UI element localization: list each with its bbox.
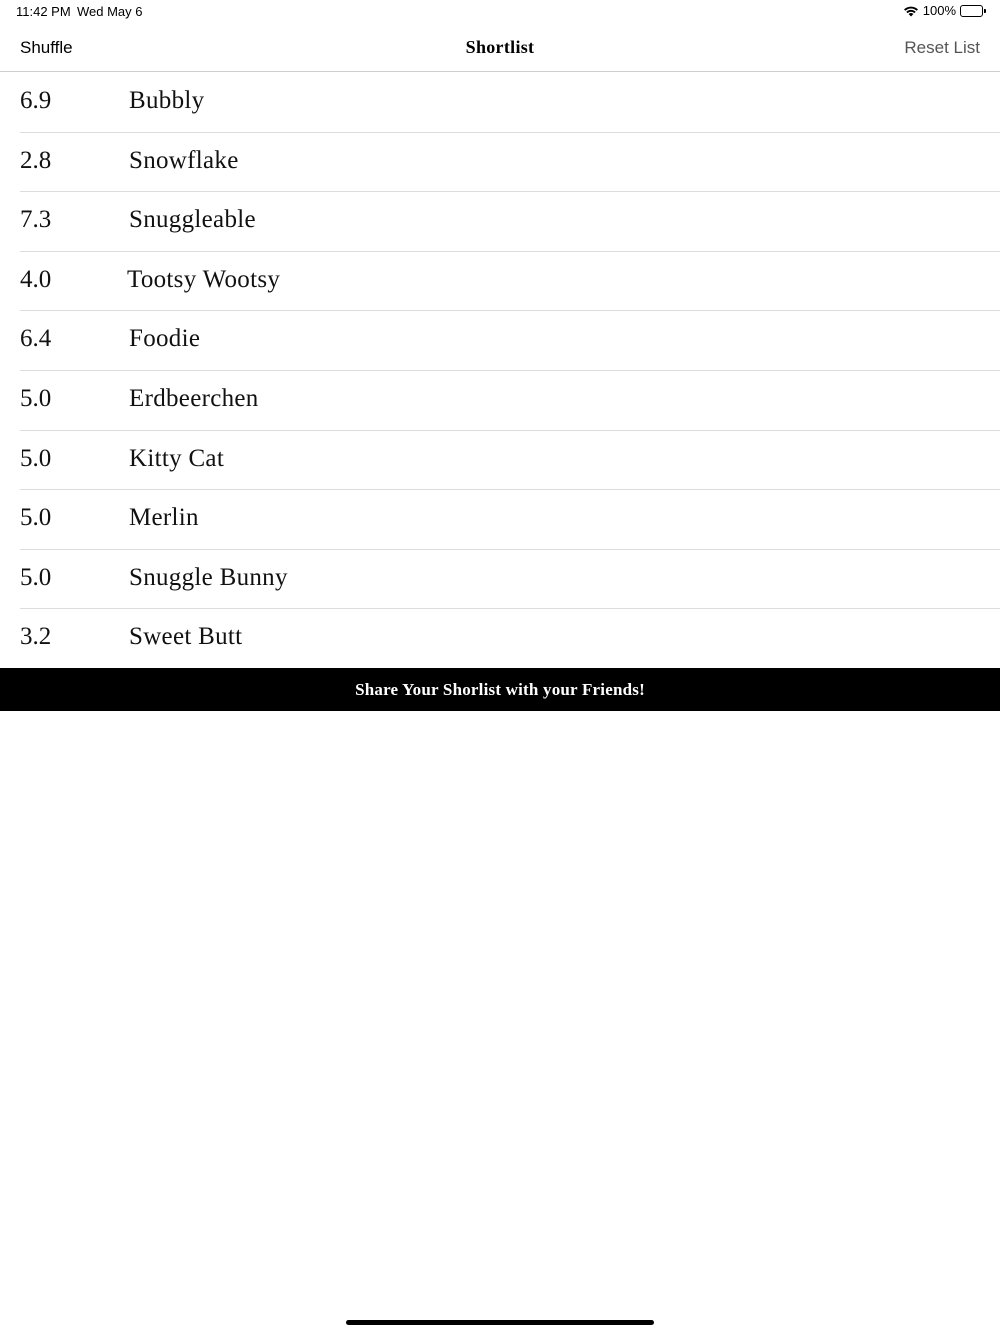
- name-score: 2.8: [20, 146, 52, 174]
- name-score: 4.0: [20, 265, 52, 293]
- name-score: 5.0: [20, 444, 52, 472]
- list-item[interactable]: [20, 550, 1000, 610]
- share-shortlist-button[interactable]: Share Your Shorlist with your Friends!: [0, 668, 1000, 711]
- list-item[interactable]: [20, 609, 1000, 669]
- battery-icon: [960, 5, 986, 17]
- list-item[interactable]: [20, 252, 1000, 312]
- pet-name: Sweet Butt: [129, 623, 243, 651]
- list-item[interactable]: [20, 490, 1000, 550]
- list-item[interactable]: [20, 431, 1000, 491]
- status-time: 11:42 PM: [16, 4, 71, 19]
- pet-name: Merlin: [129, 504, 199, 532]
- pet-name: Snowflake: [129, 146, 239, 174]
- home-indicator[interactable]: [346, 1320, 654, 1325]
- list-item[interactable]: [20, 311, 1000, 371]
- list-item[interactable]: [20, 73, 1000, 133]
- pet-name: Bubbly: [129, 87, 205, 114]
- name-score: 7.3: [20, 206, 52, 234]
- name-score: 3.2: [20, 623, 52, 651]
- pet-name: Snuggle Bunny: [129, 563, 288, 591]
- list-item[interactable]: [20, 192, 1000, 252]
- page-title: Shortlist: [465, 37, 535, 57]
- pet-name: Kitty Cat: [129, 444, 225, 472]
- status-bar: [0, 0, 1000, 24]
- pet-name: Foodie: [129, 325, 201, 353]
- name-score: 6.9: [20, 87, 52, 114]
- reset-list-button[interactable]: Reset List: [904, 38, 980, 57]
- pet-name: Snuggleable: [129, 206, 256, 234]
- pet-name: Erdbeerchen: [129, 384, 259, 412]
- status-indicators: [903, 3, 986, 18]
- pet-name: Tootsy Wootsy: [127, 265, 281, 293]
- list-item[interactable]: [20, 371, 1000, 431]
- shuffle-button[interactable]: Shuffle: [20, 38, 73, 57]
- wifi-icon: [903, 5, 919, 17]
- name-score: 5.0: [20, 563, 52, 591]
- status-date: Wed May 6: [77, 4, 143, 19]
- shortlist-table: [0, 73, 1000, 669]
- name-score: 5.0: [20, 504, 52, 532]
- name-score: 5.0: [20, 384, 52, 412]
- navigation-bar: [0, 24, 1000, 72]
- list-item[interactable]: [20, 133, 1000, 193]
- battery-percent: 100%: [922, 3, 956, 18]
- name-score: 6.4: [20, 325, 52, 353]
